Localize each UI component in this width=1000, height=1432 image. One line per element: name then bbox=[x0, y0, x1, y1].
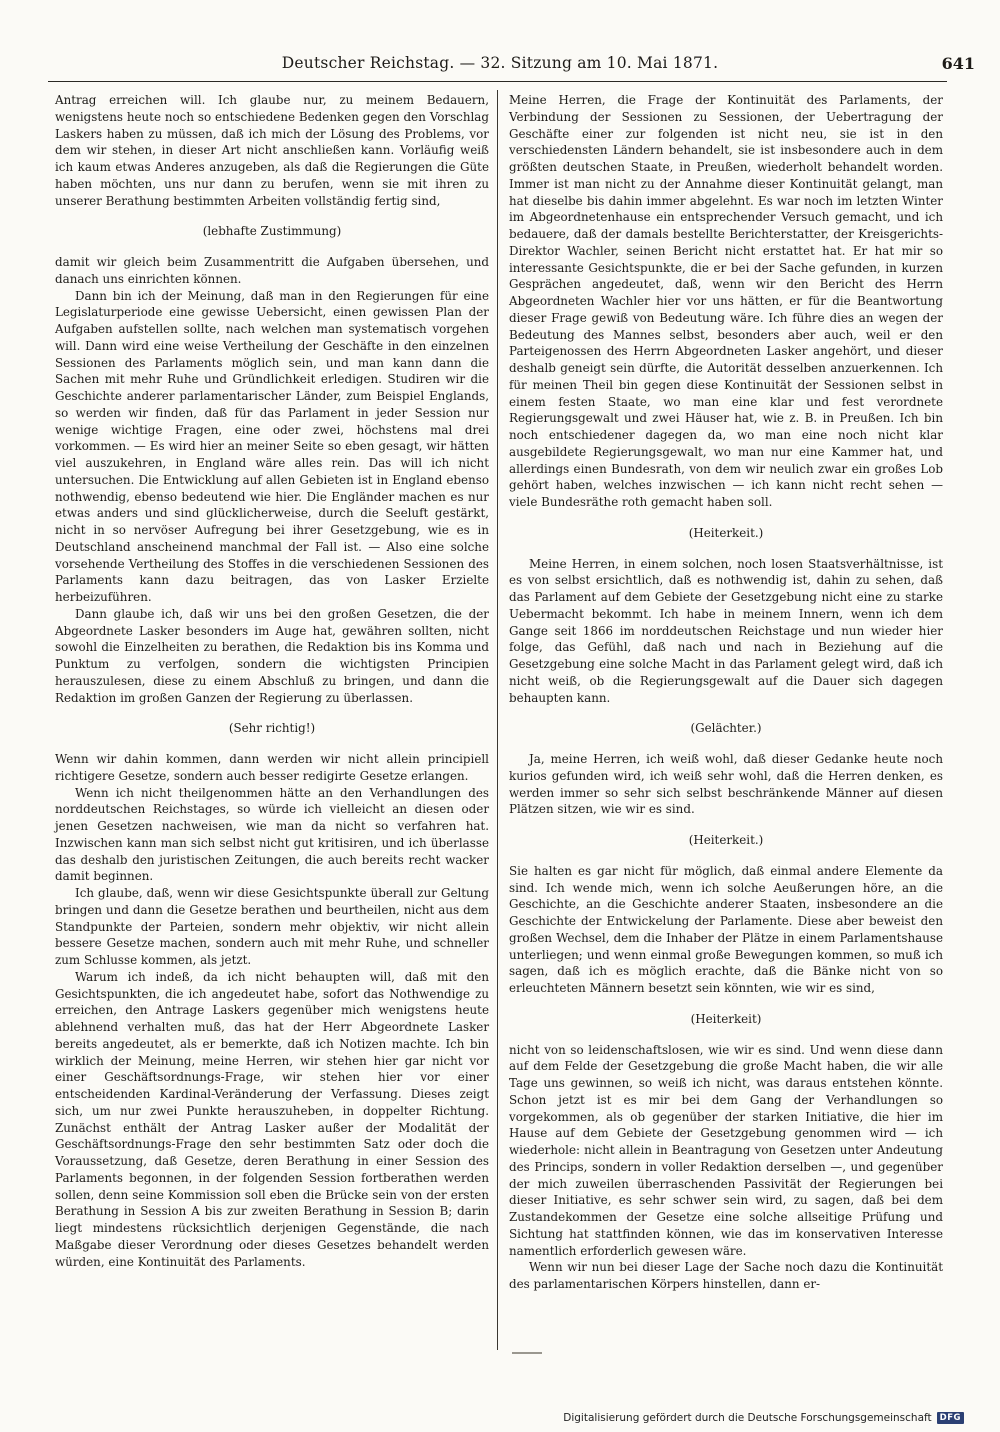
page-number: 641 bbox=[941, 54, 975, 73]
interjection: (lebhafte Zustimmung) bbox=[202, 224, 342, 239]
paragraph: Dann bin ich der Meinung, daß man in den Regierungen für eine Legislaturperiode eine gewisse Uebersicht, einen gewissen Plan der Aufgaben aufstellen sollte, nach welchen man systematisch vorgehen will. Dann wird eine weise Vertheilung der Geschäfte in den einzelnen Sessionen des Parlaments möglich sein, und man kann dann die Sachen mit mehr Ruhe und Gründlichkeit erledigen. Studiren wir die Geschichte anderer parlamentarischer Länder, zum Beispiel Englands, so werden wir finden, daß für das Parlament in jeder Session nur wenige wichtige Fragen, eine oder zwei, höchstens mal drei vorkommen. — Es wird hier an meiner Seite so eben gesagt, wir hätten viel auszukehren, in England wäre alles rein. Das will ich nicht untersuchen. Die Entwicklung auf allen Gebieten ist in England ebenso nothwendig, ebenso bedeutend wie hier. Die Engländer machen es nur etwas anders und sind glücklicherweise, durch die Seeluft gestärkt, nicht in so nervöser Aufregung bei ihrer Gesetzgebung, wie es in Deutschland anscheinend manchmal der Fall ist. — Also eine solche vorsehende Vertheilung des Stoffes in die verschiedenen Sessionen des Parlaments kann dazu beitragen, das von Lasker Erzielte herbeizuführen. bbox=[55, 288, 489, 604]
paragraph: Sie halten es gar nicht für möglich, daß einmal andere Elemente da sind. Ich wende mich, wenn ich solche Aeußerungen höre, an die Geschichte, an die Geschichte anderer Staaten, insbesondere an die Geschichte der Entwickelung der Parlamente. Diese aber beweist den großen Wechsel, dem die Inhaber der Plätze in einem Parlamentshause unterliegen; und wenn einmal große Bewegungen kommen, so muß ich sagen, daß ich es möglich erachte, daß die Bänke nicht von so erleuchteten Männern besetzt sein könnten, wie wir es sind, bbox=[509, 863, 943, 995]
paragraph: Meine Herren, die Frage der Kontinuität des Parlaments, der Verbindung der Sessionen zu Sessionen, der Uebertragung der Geschäfte einer zur folgenden ist nicht neu, sie ist in den verschiedensten Ländern behandelt, sie ist insbesondere auch in dem größten deutschen Staate, in Preußen, wiederholt behandelt worden. Immer ist man nicht zu der Annahme dieser Kontinuität gelangt, man hat dieselbe bis dahin immer abgelehnt. Es war noch im letzten Winter im Abgeordnetenhause ein entsprechender Versuch gemacht, und ich bedauere, daß der damals bestellte Berichterstatter, der Kreisgerichts-Direktor Wachler, seinen Bericht nicht erstattet hat. Er hat mir so interessante Gesichtspunkte, die er bei der Sache gefunden, in kurzen Gesprächen angedeutet, daß, wenn wir den Bericht des Herrn Abgeordneten Wachler hier vor uns hätten, er für die Beantwortung dieser Frage gewiß von Bedeutung wäre. Ich führe dies an wegen der Bedeutung des Mannes selbst, besonders aber auch, weil er den Parteigenossen des Herrn Abgeordneten Lasker angehört, und dieser deshalb geneigt sein dürfte, die Autorität desselben anzuerkennen. Ich für meinen Theil bin gegen diese Kontinuität der Sessionen selbst in einem festen Staate, wo man eine klar und fest verordnete Regierungsgewalt und zwei Häuser hat, wie z. B. in Preußen. Ich bin noch entschiedener dagegen da, wo man eine noch nicht klar ausgebildete Regierungsgewalt, wo man nur eine Kammer hat, und allerdings einen Bundesrath, von dem wir neulich zwar ein großes Lob gehört haben, welches inzwischen — ich kann nicht recht sehen — viele Bundesräthe roth gemacht haben soll. bbox=[509, 93, 943, 509]
scan-mark bbox=[512, 1352, 542, 1354]
interjection: (Heiterkeit.) bbox=[688, 833, 764, 847]
paragraph: Warum ich indeß, da ich nicht behaupten will, daß mit den Gesichtspunkten, die ich angedeutet habe, sofort das Nothwendige zu erreichen, den Antrage Laskers gegenüber mich wenigstens heute ablehnend verhalten muß, das hat der Herr Abgeordnete Lasker bereits angedeutet, als er bemerkte, daß ich Notizen machte. Ich bin wirklich der Meinung, meine Herren, wir stehen hier gar nicht vor einer Geschäftsordnungs-Frage, wir stehen hier vor einer entscheidenden Kardinal-Veränderung der Verfassung. Dieses zeigt sich, um nur zwei Punkte herauszuheben, in doppelter Richtung. Zunächst enthält der Antrag Lasker außer der Modalität der Geschäftsordnungs-Frage den sehr bestimmten Satz oder doch die Voraussetzung, daß Gesetze, deren Berathung in einer Session des Parlaments begonnen, in der folgenden Session fortberathen werden sollen, denn seine Kommission soll eben die Brücke sein von der ersten Berathung in Session A bis zur zweiten Berathung in Session B; darin liegt mindestens rücksichtlich derjenigen Gegenstände, die nach Maßgabe dieser Verordnung oder dieses Gesetzes behandelt werden würden, eine Kontinuität des Parlaments. bbox=[55, 969, 489, 1269]
left-column bbox=[55, 92, 489, 1270]
paragraph: Meine Herren, in einem solchen, noch losen Staatsverhältnisse, ist es von selbst ersichtlich, daß es nothwendig ist, dahin zu sehen, daß das Parlament auf dem Gebiete der Gesetzgebung nicht eine zu starke Uebermacht bekommt. Ich habe in meinem Innern, wenn ich dem Gange seit 1866 im norddeutschen Reichstage und nun wieder hier folge, das Gefühl, daß nach und nach in Beziehung auf die Gesetzgebung eine solche Macht in das Parlament gelegt wird, daß ich nicht weiß, ob die Regierungsgewalt auf die Dauer sich dagegen behaupten kann. bbox=[509, 556, 943, 705]
right-column bbox=[509, 92, 943, 1293]
page-header bbox=[55, 54, 975, 80]
interjection: (Sehr richtig!) bbox=[228, 721, 316, 736]
paragraph: damit wir gleich beim Zusammentritt die Aufgaben übersehen, und danach uns einrichten können. bbox=[55, 255, 489, 286]
paragraph: Ich glaube, daß, wenn wir diese Gesichtspunkte überall zur Geltung bringen und dann die Gesetze berathen und beurtheilen, nicht aus dem Standpunkte der Parteien, sondern mehr objektiv, wir nicht allein bessere Gesetze machen, sondern auch mit mehr Ruhe, und schneller zum Schlusse kommen, als jetzt. bbox=[55, 886, 489, 967]
interjection: (Heiterkeit.) bbox=[688, 525, 764, 540]
column-divider bbox=[497, 90, 498, 1350]
footer-credit bbox=[563, 1412, 964, 1424]
paragraph: Wenn wir nun bei dieser Lage der Sache noch dazu die Kontinuität des parlamentarischen Körpers hinstellen, dann er- bbox=[509, 1260, 943, 1291]
footer-credit-text: Digitalisierung gefördert durch die Deutsche Forschungsgemeinschaft bbox=[563, 1412, 932, 1424]
paragraph: Dann glaube ich, daß wir uns bei den großen Gesetzen, die der Abgeordnete Lasker besonders im Auge hat, gewähren sollten, nicht sowohl die Einzelheiten zu berathen, die Redaktion bis ins Komma und Punktum zu verfolgen, sondern die wichtigsten Principien herauszulesen, diese zu einem Abschluß zu bringen, und dann die Redaktion im großen Ganzen der Regierung zu überlassen. bbox=[55, 606, 489, 705]
paragraph: Wenn ich nicht theilgenommen hätte an den Verhandlungen des norddeutschen Reichstages, so würde ich vielleicht an diesen oder jenen Gesetzen nachweisen, wie man da nicht so verfahren hat. Inzwischen kann man sich selbst nicht gut kritisiren, und ich überlasse das deshalb den juristischen Zeitungen, die auch bereits recht wacker damit beginnen. bbox=[55, 785, 489, 884]
paragraph: Ja, meine Herren, ich weiß wohl, daß dieser Gedanke heute noch kurios gefunden wird, ich weiß sehr wohl, daß die Herren denken, es werden immer so sehr sich selbst beschränkende Männer auf diesen Plätzen sitzen, wie wir es sind. bbox=[509, 752, 943, 817]
interjection: (Heiterkeit) bbox=[690, 1011, 762, 1026]
running-title: Deutscher Reichstag. — 32. Sitzung am 10. Mai 1871. bbox=[281, 54, 719, 72]
dfg-logo: DFG bbox=[937, 1412, 964, 1424]
header-rule bbox=[48, 81, 947, 82]
paragraph: Wenn wir dahin kommen, dann werden wir nicht allein principiell richtigere Gesetze, sondern auch besser redigirte Gesetze erlangen. bbox=[55, 752, 489, 783]
paragraph: nicht von so leidenschaftslosen, wie wir es sind. Und wenn diese dann auf dem Felde der Gesetzgebung die große Macht haben, die wir alle Tage uns gewinnen, so weiß ich nicht, was daraus entstehen könnte. Schon jetzt ist es mir bei dem Gang der Verhandlungen so vorgekommen, als ob gegenüber der starken Initiative, die hier im Hause auf dem Gebiete der Gesetzgebung genommen wird — ich wiederhole: nicht allein in Beantragung von Gesetzen unter Andeutung des Princips, sondern in voller Redaktion derselben —, und gegenüber der mich zuweilen überraschenden Passivität der Regierungen bei dieser Initiative, es sehr schwer sein wird, zu sagen, daß bei dem Zustandekommen der Gesetze eine solche allseitige Prüfung und Sichtung hat stattfinden können, wie das im konservativen Interesse namentlich erforderlich gewesen wäre. bbox=[509, 1042, 943, 1258]
paragraph: Antrag erreichen will. Ich glaube nur, zu meinem Bedauern, wenigstens heute noch so entschiedene Bedenken gegen den Vorschlag Laskers haben zu müssen, daß ich mich der Lösung des Problems, vor dem wir stehen, in dieser Art nicht anschließen kann. Vorläufig weiß ich kaum etwas Anderes anzugeben, als daß die Regierungen die Güte haben möchten, uns nur dann zu berufen, wenn sie mit ihren zu unserer Berathung bestimmten Arbeiten vollständig fertig sind, bbox=[55, 93, 489, 208]
interjection: (Gelächter.) bbox=[690, 721, 762, 736]
